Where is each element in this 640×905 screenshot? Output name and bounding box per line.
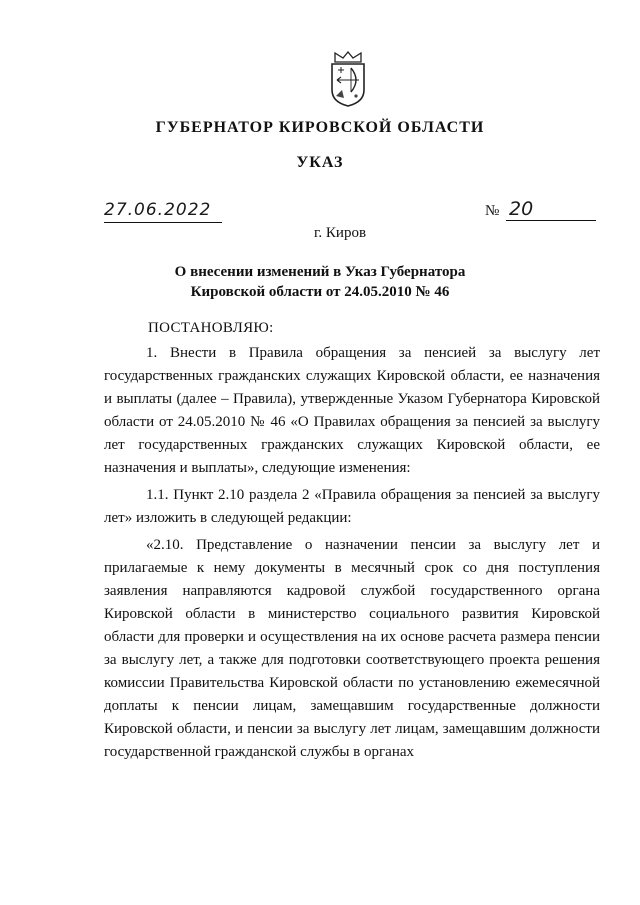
document-body bbox=[104, 342, 600, 768]
coat-of-arms-icon bbox=[327, 50, 369, 108]
date-underline bbox=[104, 222, 222, 223]
city-name: г. Киров bbox=[313, 225, 367, 241]
paragraph-2-10: «2.10. Представление о назначении пенсии за выслугу лет и прилагаемые к нему документы в месячный срок со дня поступления заявления направляются кадровой службой государственного органа Кировской области в министерство социального развития Кировской области для проверки и осуществления на их основе расчета размера пенсии за выслугу лет, а также для подготовки соответствующего проекта решения комиссии Правительства Кировской области по установлению ежемесячной доплаты к пенсии лицам, замещавшим государственные должности Кировской области, и пенсии за выслугу лет лицам, замещавшим должности государственной гражданской службы в органах bbox=[104, 537, 600, 760]
paragraph-1: 1. Внести в Правила обращения за пенсией за выслугу лет государственных гражданских служащих Кировской области, ее назначения и выплаты (далее – Правила), утвержденные Указом Губернатора Кировской области от 24.05.2010 № 46 «О Правилах обращения за пенсией за выслугу лет государственных гражданских служащих Кировской области, ее назначения и выплаты», следующие изменения: bbox=[104, 345, 600, 476]
document-date: 27.06.2022 bbox=[104, 200, 212, 220]
number-label: № bbox=[485, 203, 500, 219]
issuing-authority: ГУБЕРНАТОР КИРОВСКОЙ ОБЛАСТИ bbox=[155, 119, 485, 136]
decree-word: ПОСТАНОВЛЯЮ: bbox=[148, 320, 274, 336]
subject-line-1: О внесении изменений в Указ Губернатора bbox=[174, 264, 466, 280]
paragraph-1-1: 1.1. Пункт 2.10 раздела 2 «Правила обращения за пенсией за выслугу лет» изложить в следующей редакции: bbox=[104, 487, 600, 526]
document-type: УКАЗ bbox=[296, 154, 344, 171]
document-subject bbox=[120, 262, 520, 302]
number-underline bbox=[506, 220, 596, 221]
document-number: 20 bbox=[509, 198, 534, 220]
subject-line-2: Кировской области от 24.05.2010 № 46 bbox=[190, 284, 450, 300]
